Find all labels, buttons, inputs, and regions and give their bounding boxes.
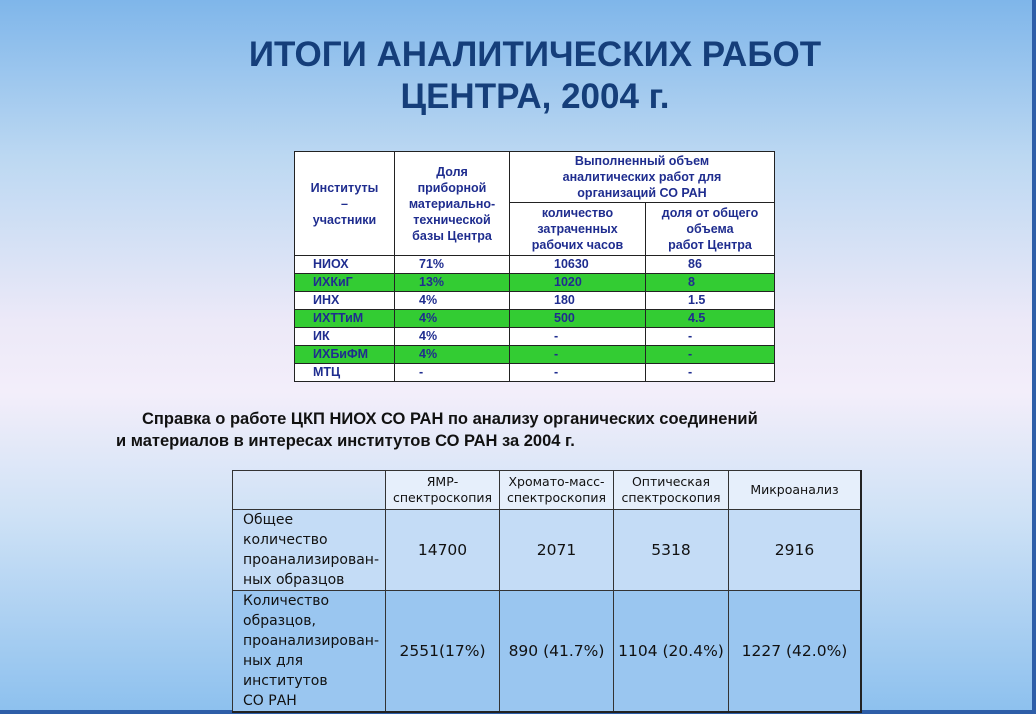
table-row: Общее количество проанализирован- ных образцов 14700 2071 5318 2916: [233, 510, 862, 591]
column-header-microanalysis: Микроанализ: [729, 471, 862, 510]
header-institutes: Институты – участники: [295, 152, 395, 256]
slide-title: [140, 34, 930, 118]
header-percent: доля от общего объема работ Центра: [646, 203, 775, 256]
table-row: ИХКиГ 13% 1020 8: [295, 274, 775, 292]
title-line-2: ЦЕНТРА, 2004 г.: [400, 77, 670, 116]
row-label-institutes: Количество образцов, проанализирован- ных для институтов СО РАН: [233, 591, 386, 713]
title-line-1: ИТОГИ АНАЛИТИЧЕСКИХ РАБОТ: [248, 35, 822, 74]
table-row: МТЦ - - -: [295, 364, 775, 382]
table-row: НИОХ 71% 10630 86: [295, 256, 775, 274]
table-row: ИНХ 4% 180 1.5: [295, 292, 775, 310]
table-row: Количество образцов, проанализирован- ных для институтов СО РАН 2551(17%) 890 (41.7%) 1104 (20.4%) 1227 (42.0%): [233, 591, 862, 713]
report-note: [116, 408, 876, 452]
table-row: ИК 4% - -: [295, 328, 775, 346]
column-header-optical: Оптическая спектроскопия: [614, 471, 729, 510]
table-row: ИХТТиМ 4% 500 4.5: [295, 310, 775, 328]
table-row: ИХБиФМ 4% - -: [295, 346, 775, 364]
column-header-nmr: ЯМР- спектроскопия: [386, 471, 500, 510]
note-line-2: и материалов в интересах институтов СО РАН за 2004 г.: [116, 432, 575, 450]
header-hours: количество затраченных рабочих часов: [510, 203, 646, 256]
row-label-total: Общее количество проанализирован- ных образцов: [233, 510, 386, 591]
note-line-1: Справка о работе ЦКП НИОХ СО РАН по анализу органических соединений: [142, 410, 758, 428]
column-header-gcms: Хромато-масс- спектроскопия: [500, 471, 614, 510]
analysis-table: [232, 470, 862, 713]
header-share: Доля приборной материально- технической базы Центра: [395, 152, 510, 256]
header-volume: Выполненный объем аналитических работ для организаций СО РАН: [510, 152, 775, 203]
empty-corner-cell: [233, 471, 386, 510]
institutes-table: [294, 151, 775, 382]
